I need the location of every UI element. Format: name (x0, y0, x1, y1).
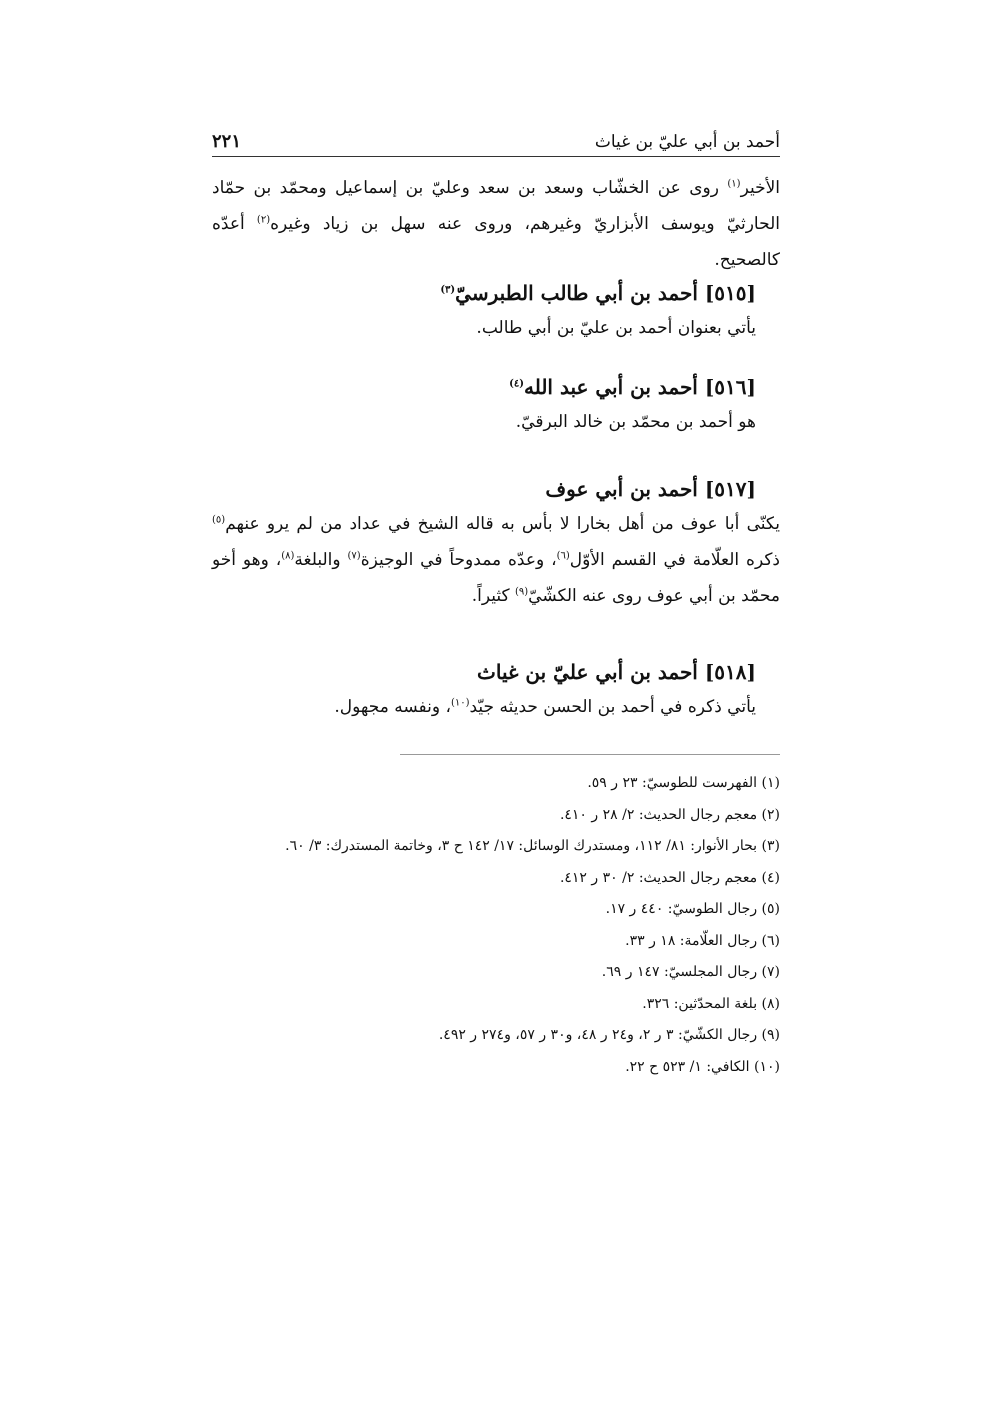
footnote-item: (٦) رجال العلّامة: ١٨ ر ٣٣. (625, 932, 780, 949)
entry-heading (212, 276, 756, 310)
entry-body: هو أحمد بن محمّد بن خالد البرقيّ. (515, 412, 756, 432)
running-title: أحمد بن أبي عليّ بن غياث (594, 132, 780, 152)
footnote-ref: (٩) (514, 586, 529, 598)
entry-517 (212, 472, 780, 614)
footnote-item: (٤) معجم رجال الحديث: ٢/ ٣٠ ر ٤١٢. (559, 869, 780, 886)
footnote-ref: (٤) (509, 378, 524, 390)
footnote-item: (٥) رجال الطوسيّ: ٤٤٠ ر ١٧. (605, 901, 780, 917)
footnote-item: (٧) رجال المجلسيّ: ١٤٧ ر ٦٩. (601, 964, 780, 980)
intro-text: أعدّه كالصحيح. (212, 214, 780, 270)
entry-heading-text: [٥١٦] أحمد بن أبي عبد الله (523, 375, 756, 399)
book-page (212, 0, 780, 1403)
entry-text: يكنّى أبا عوف من أهل بخارا لا بأس به قاله الشيخ في عداد من لم يرو عنهم (225, 514, 780, 534)
intro-paragraph (212, 170, 780, 278)
footnote-ref: (٨) (281, 550, 295, 562)
footnotes-list (212, 768, 780, 1083)
intro-text: الأخير (740, 178, 780, 198)
footnote-item: (٨) بلغة المحدّثين: ٣٢٦. (642, 995, 780, 1012)
entry-heading: [٥١٨] أحمد بن أبي عليّ بن غياث (477, 660, 756, 684)
entry-515 (212, 276, 756, 346)
footnote-ref: (٧) (347, 550, 361, 562)
footnote-ref: (١) (727, 178, 741, 190)
entry-body (212, 506, 780, 614)
footnote-ref: (٦) (556, 550, 570, 562)
running-header (212, 122, 780, 152)
footnote-item: (٢) معجم رجال الحديث: ٢/ ٢٨ ر ٤١٠. (559, 806, 780, 823)
entry-text: ذكره العلّامة في القسم الأوّل (569, 550, 780, 570)
entry-text: كثيراً. (471, 586, 515, 606)
footnote-item: (١٠) الكافي: ١/ ٥٢٣ ح ٢٢. (625, 1058, 780, 1075)
entry-516 (212, 370, 756, 440)
entry-518 (212, 655, 756, 725)
footnote-ref: (٣) (440, 284, 456, 296)
entry-text: ، وهو أخو محمّد بن أبي عوف روى عنه الكشّيّ (212, 550, 780, 606)
footnote-rule (400, 754, 780, 755)
entry-text: والبلغة (294, 550, 348, 570)
entry-text: ، ونفسه مجهول. (334, 697, 451, 717)
entry-heading: [٥١٧] أحمد بن أبي عوف (545, 477, 756, 501)
page-number: ٢٢١ (212, 131, 242, 152)
footnote-item: (٩) رجال الكشّيّ: ٣ ر ٢، و٢٤ ر ٤٨، و٣٠ ر ٥٧، و٢٧٤ ر ٤٩٢. (438, 1027, 780, 1043)
header-rule (212, 156, 780, 157)
entry-body: يأتي بعنوان أحمد بن عليّ بن أبي طالب. (476, 318, 756, 338)
footnote-item: (١) الفهرست للطوسيّ: ٢٣ ر ٥٩. (587, 775, 780, 791)
entry-text: يأتي ذكره في أحمد بن الحسن حديثه جيّد (469, 697, 756, 717)
entry-text: ، وعدّه ممدوحاً في الوجيزة (360, 550, 557, 570)
entry-heading (212, 370, 756, 404)
entry-heading-text: [٥١٥] أحمد بن أبي طالب الطبرسيّ (455, 281, 756, 305)
footnote-item: (٣) بحار الأنوار: ٨١/ ١١٢، ومستدرك الوسائل: ١٧/ ١٤٢ ح ٣، وخاتمة المستدرك: ٣/ ٦٠. (285, 838, 780, 854)
entry-body (212, 689, 756, 725)
footnote-ref: (٥) (212, 514, 226, 526)
intro-text: روى عن الخشّاب وسعد بن سعد وعليّ بن إسماعيل ومحمّد بن حمّاد الحارثيّ ويوسف الأبزاريّ وغيرهم، وروى عنه سهل بن زياد وغيره (212, 178, 780, 234)
footnote-ref: (١٠) (450, 697, 470, 709)
footnote-ref: (٢) (256, 214, 271, 226)
